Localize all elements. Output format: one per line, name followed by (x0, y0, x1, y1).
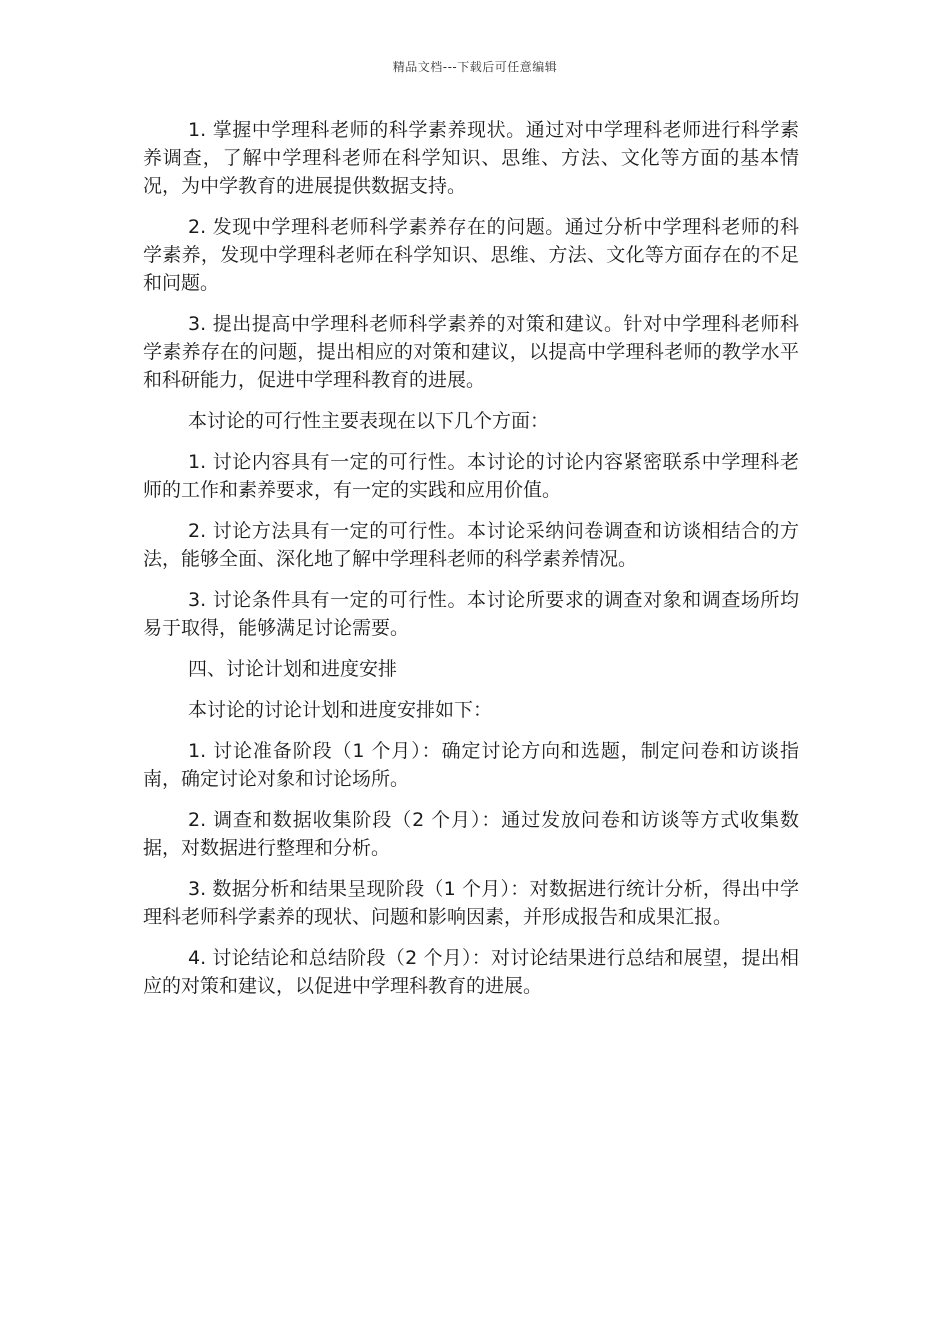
paragraph-plan-4: 4. 讨论结论和总结阶段（2 个月）：对讨论结果进行总结和展望，提出相应的对策和建议，以促进中学理科教育的进展。 (143, 947, 799, 997)
paragraph-goal-3: 3. 提出提高中学理科老师科学素养的对策和建议。针对中学理科老师科学素养存在的问题，提出相应的对策和建议，以提高中学理科老师的教学水平和科研能力，促进中学理科教育的进展。 (143, 313, 799, 391)
paragraph-feasibility-1: 1. 讨论内容具有一定的可行性。本讨论的讨论内容紧密联系中学理科老师的工作和素养要求，有一定的实践和应用价值。 (143, 451, 799, 501)
section-heading-plan: 四、讨论计划和进度安排 (188, 658, 398, 680)
paragraph-goal-2: 2. 发现中学理科老师科学素养存在的问题。通过分析中学理科老师的科学素养，发现中学理科老师在科学知识、思维、方法、文化等方面存在的不足和问题。 (143, 216, 799, 294)
paragraph-feasibility-2: 2. 讨论方法具有一定的可行性。本讨论采纳问卷调查和访谈相结合的方法，能够全面、深化地了解中学理科老师的科学素养情况。 (143, 520, 799, 570)
document-body (143, 116, 799, 1013)
paragraph-plan-intro: 本讨论的讨论计划和进度安排如下： (188, 699, 493, 721)
page-header: 精品文档---下载后可任意编辑 (392, 60, 558, 74)
paragraph-goal-1: 1. 掌握中学理科老师的科学素养现状。通过对中学理科老师进行科学素养调查，了解中学理科老师在科学知识、思维、方法、文化等方面的基本情况，为中学教育的进展提供数据支持。 (143, 119, 799, 197)
paragraph-feasibility-3: 3. 讨论条件具有一定的可行性。本讨论所要求的调查对象和调查场所均易于取得，能够满足讨论需要。 (143, 589, 799, 639)
paragraph-plan-3: 3. 数据分析和结果呈现阶段（1 个月）：对数据进行统计分析，得出中学理科老师科学素养的现状、问题和影响因素，并形成报告和成果汇报。 (143, 878, 799, 928)
paragraph-plan-1: 1. 讨论准备阶段（1 个月）：确定讨论方向和选题，制定问卷和访谈指南，确定讨论对象和讨论场所。 (143, 740, 799, 790)
paragraph-feasibility-intro: 本讨论的可行性主要表现在以下几个方面： (188, 410, 550, 432)
paragraph-plan-2: 2. 调查和数据收集阶段（2 个月）：通过发放问卷和访谈等方式收集数据，对数据进行整理和分析。 (143, 809, 799, 859)
